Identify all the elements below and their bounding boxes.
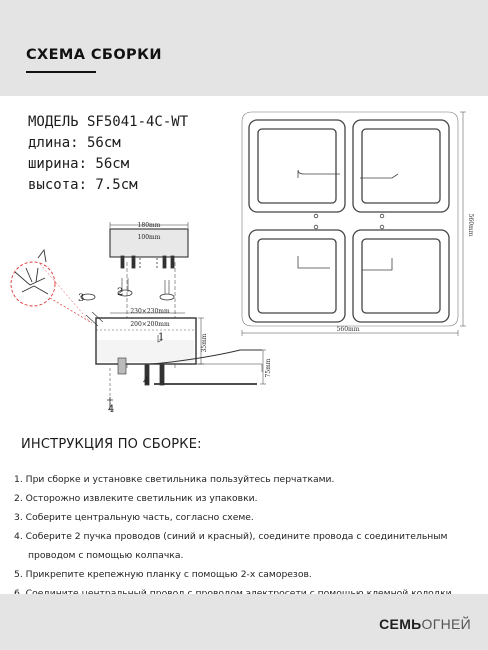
callout-2: 2	[117, 287, 124, 298]
spec-width: ширина: 56см	[28, 156, 130, 172]
instruction-step-1: 1. При сборке и установке светильника пользуйтесь перчатками.	[14, 474, 335, 485]
callout-1: 1	[158, 332, 165, 343]
wire-connection-detail	[11, 250, 92, 323]
page-title: СХЕМА СБОРКИ	[26, 47, 162, 63]
brand-bold: СЕМЬ	[379, 616, 422, 632]
top-view-drawing	[242, 112, 466, 336]
dim-200: 200×200mm	[130, 321, 170, 328]
instruction-step-3: 3. Соберите центральную часть, согласно схеме.	[14, 512, 254, 523]
brand-logo	[379, 616, 471, 632]
instruction-step-2: 2. Осторожно извлеките светильник из упаковки.	[14, 493, 258, 504]
callout-3: 3	[78, 293, 85, 304]
brand-light: ОГНЕЙ	[421, 616, 471, 632]
dim-35: 35mm	[201, 333, 208, 353]
callout-4-lower: 4	[108, 404, 115, 415]
spec-height: высота: 7.5см	[28, 177, 138, 193]
dim-75: 75mm	[265, 358, 272, 378]
dim-180: 180mm	[137, 222, 161, 229]
dim-100: 100mm	[137, 234, 161, 241]
instruction-step-4: 4. Соберите 2 пучка проводов (синий и красный), соедините провода с соединительным	[14, 531, 448, 542]
spec-model: МОДЕЛЬ SF5041-4C-WT	[28, 114, 189, 130]
side-view-drawing	[81, 222, 266, 410]
dim-230: 230×230mm	[130, 308, 170, 315]
instructions-title: ИНСТРУКЦИЯ ПО СБОРКЕ:	[21, 437, 202, 452]
instruction-step-5: 5. Прикрепите крепежную планку с помощью 2-х саморезов.	[14, 569, 312, 580]
instruction-step-4-continued: проводом с помощью колпачка.	[28, 550, 184, 561]
instruction-steps	[14, 470, 455, 603]
callout-4-upper: 4	[143, 376, 150, 387]
spec-length: длина: 56см	[28, 135, 121, 151]
dim-560-width: 560mm	[336, 326, 360, 333]
dim-560-height: 560mm	[467, 213, 474, 237]
